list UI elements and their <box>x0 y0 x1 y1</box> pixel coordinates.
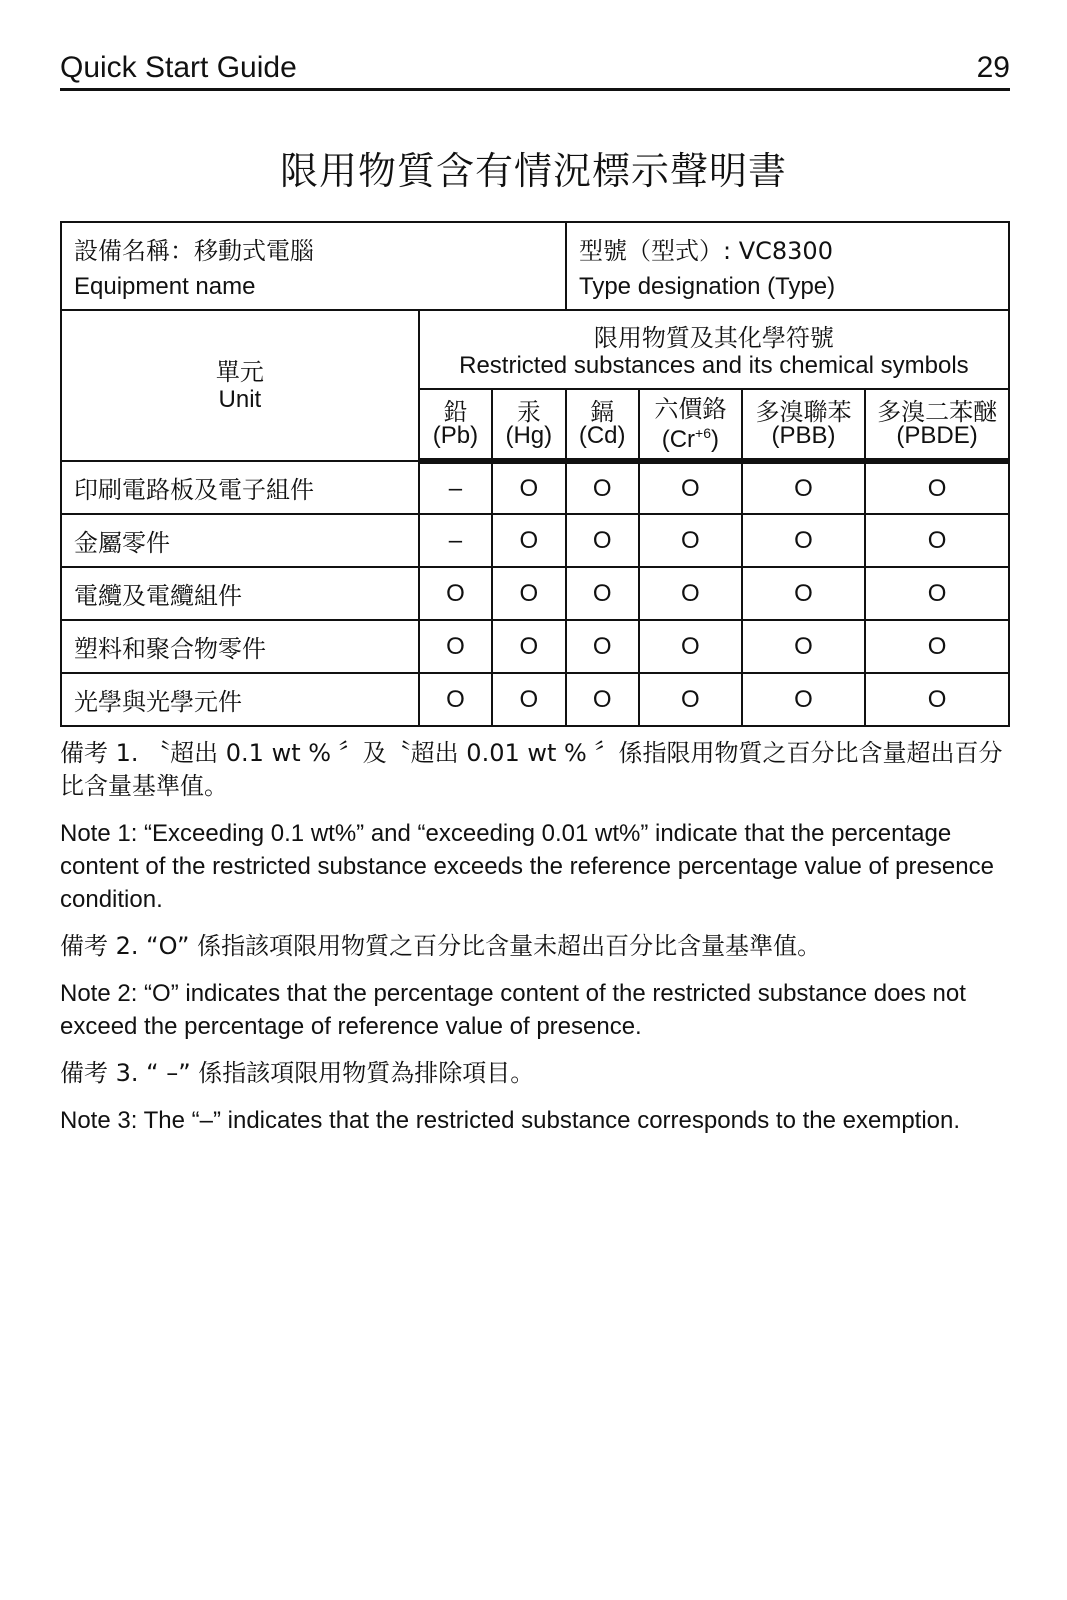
substance-hg <box>492 389 565 461</box>
cell-value: O <box>566 461 639 514</box>
substance-pb-symbol: (Pb) <box>432 422 479 449</box>
note-3-zh: 備考 3. “ –” 係指該項限用物質為排除項目。 <box>60 1059 535 1087</box>
cell-value: O <box>492 673 565 726</box>
substance-cr6 <box>639 389 742 461</box>
cell-value: O <box>419 620 492 673</box>
substance-pbde-zh: 多溴二苯醚 <box>877 398 998 426</box>
equipment-name-zh: 設備名稱：移動式電腦 <box>74 237 314 265</box>
cell-value: O <box>639 514 742 567</box>
cell-value: O <box>492 620 565 673</box>
page-header <box>60 46 1010 91</box>
cell-value: O <box>639 673 742 726</box>
restricted-substances-table <box>60 309 1010 727</box>
type-designation-cell <box>567 223 1008 309</box>
substance-cr6-zh: 六價鉻 <box>654 394 727 423</box>
cell-value: O <box>492 514 565 567</box>
substance-hg-zh: 汞 <box>516 398 541 426</box>
notes-section <box>60 737 1020 1151</box>
note-1-zh: 備考 1. 〝超出 0.1 wt % 〞及〝超出 0.01 wt % 〞係指限用物質之百分比含量超出百分比含量基準值。 <box>60 739 1003 800</box>
table-row <box>61 567 1009 620</box>
cell-value: O <box>419 567 492 620</box>
note-1-en: Note 1: “Exceeding 0.1 wt%” and “exceeding 0.01 wt%” indicate that the percentage content of the restricted substance exceeds the reference percentage value of presence condition. <box>60 820 994 913</box>
cell-value: O <box>639 620 742 673</box>
part-name: 光學與光學元件 <box>61 673 419 726</box>
header-title: Quick Start Guide <box>60 51 297 84</box>
cr6-symbol-end: ) <box>711 425 719 453</box>
cell-value: O <box>865 673 1009 726</box>
part-name: 塑料和聚合物零件 <box>61 620 419 673</box>
cell-value: O <box>566 673 639 726</box>
type-designation-en: Type designation (Type) <box>579 273 836 300</box>
unit-header <box>61 310 419 461</box>
substance-pb-zh: 鉛 <box>443 398 468 426</box>
note-2-en: Note 2: “O” indicates that the percentage content of the restricted substance does not exceed the percentage of reference value of presence. <box>60 980 966 1040</box>
cell-value: O <box>492 567 565 620</box>
substance-pbb <box>742 389 865 461</box>
substance-cr6-symbol <box>640 421 741 452</box>
cell-value: O <box>566 567 639 620</box>
equipment-name-en: Equipment name <box>74 273 256 300</box>
cell-value: O <box>865 514 1009 567</box>
cr6-symbol-sup: +6 <box>695 424 711 441</box>
note-2-zh: 備考 2. “O” 係指該項限用物質之百分比含量未超出百分比含量基準值。 <box>60 932 822 960</box>
substance-hg-symbol: (Hg) <box>505 422 553 449</box>
document-title: 限用物質含有情況標示聲明書 <box>279 149 787 193</box>
part-name: 電纜及電纜組件 <box>61 567 419 620</box>
restricted-en: Restricted substances and its chemical symbols <box>459 351 969 379</box>
substance-pbde <box>865 389 1009 461</box>
substance-cd-zh: 鎘 <box>590 398 615 426</box>
unit-zh: 單元 <box>215 357 264 386</box>
cell-value: O <box>742 461 865 514</box>
cell-value: O <box>742 673 865 726</box>
cell-value: O <box>492 461 565 514</box>
table-row <box>61 673 1009 726</box>
substance-pb <box>419 389 492 461</box>
table-row <box>61 514 1009 567</box>
type-designation-zh: 型號（型式）: VC8300 <box>579 237 833 265</box>
table-row <box>61 461 1009 514</box>
cell-value: O <box>742 620 865 673</box>
cell-value: O <box>419 673 492 726</box>
page-number: 29 <box>976 51 1010 84</box>
substance-pbde-symbol: (PBDE) <box>896 422 978 449</box>
part-name: 印刷電路板及電子組件 <box>61 461 419 514</box>
substance-pbb-zh: 多溴聯苯 <box>755 398 852 426</box>
cell-value: O <box>865 620 1009 673</box>
part-name: 金屬零件 <box>61 514 419 567</box>
cell-value: O <box>566 514 639 567</box>
equipment-table <box>60 221 1010 311</box>
restricted-substances-header <box>419 310 1009 389</box>
cr6-symbol-base: (Cr <box>661 425 696 453</box>
cell-value: – <box>419 514 492 567</box>
table-row <box>61 620 1009 673</box>
cell-value: O <box>742 514 865 567</box>
equipment-name-cell <box>62 223 567 309</box>
substance-cd-symbol: (Cd) <box>578 422 626 449</box>
cell-value: O <box>639 461 742 514</box>
cell-value: O <box>639 567 742 620</box>
substance-pbb-symbol: (PBB) <box>771 422 836 449</box>
note-3-en: Note 3: The “–” indicates that the restricted substance corresponds to the exemption. <box>60 1107 961 1134</box>
substance-cd <box>566 389 639 461</box>
cell-value: O <box>566 620 639 673</box>
unit-en: Unit <box>218 385 262 413</box>
cell-value: O <box>742 567 865 620</box>
cell-value: O <box>865 461 1009 514</box>
cell-value: – <box>419 461 492 514</box>
cell-value: O <box>865 567 1009 620</box>
restricted-zh: 限用物質及其化學符號 <box>593 323 834 352</box>
